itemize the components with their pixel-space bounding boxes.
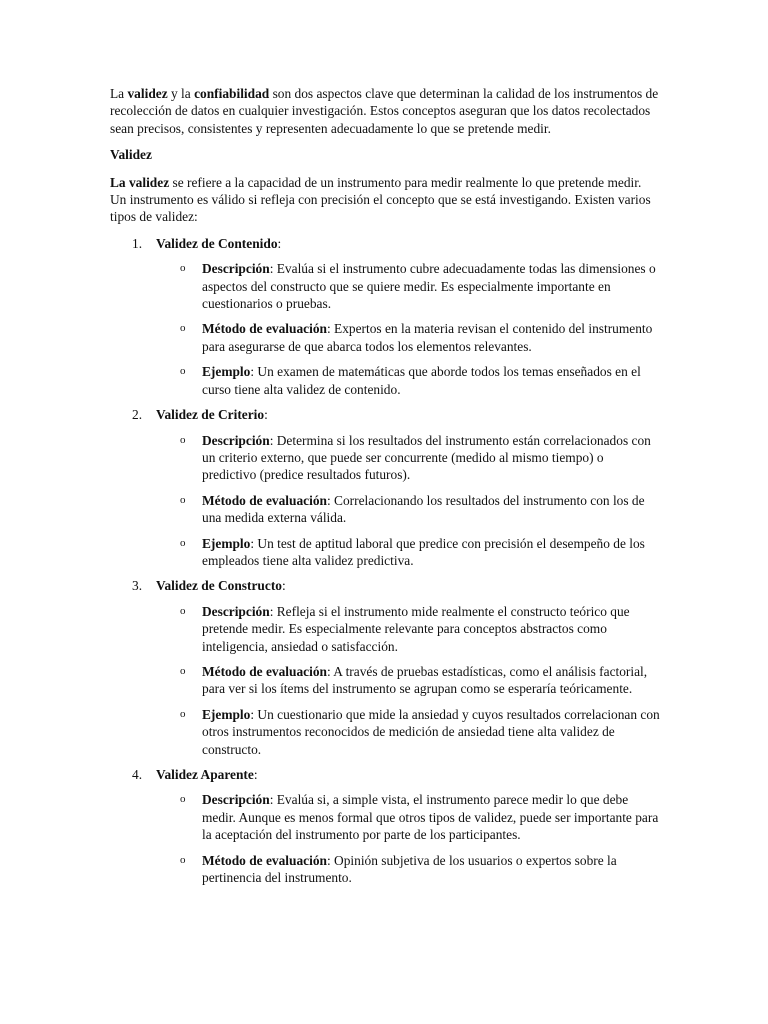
circle-bullet-icon: o	[180, 322, 186, 335]
circle-bullet-icon: o	[180, 664, 186, 677]
detail-item	[156, 320, 660, 355]
circle-bullet-icon: o	[180, 707, 186, 720]
intro-text: son dos aspectos clave que determinan la calidad de los instrumentos de recolección de datos en cualquier investigación. Estos conceptos aseguran que los datos recolectados sean precisos, consistentes y representen adecuadamente lo que se pretende medir.	[110, 86, 659, 136]
circle-bullet-icon: o	[180, 365, 186, 378]
list-number: 2.	[132, 407, 143, 423]
title-colon: :	[264, 407, 268, 423]
detail-text: : Refleja si el instrumento mide realmente el constructo teórico que pretende medir. Es especialmente relevante para conceptos abstractos como inteligencia, ansiedad o satisfacción.	[202, 603, 630, 654]
detail-item	[156, 663, 660, 698]
list-number: 1.	[132, 235, 143, 251]
detail-text: : A través de pruebas estadísticas, como el análisis factorial, para ver si los ítems del instrumento se agrupan como se esperaría teóricamente.	[202, 663, 648, 697]
intro-bold-confiabilidad: confiabilidad	[194, 86, 270, 101]
detail-label: Método de evaluación	[202, 663, 327, 679]
detail-text: : Un examen de matemáticas que aborde todos los temas enseñados en el curso tiene alta validez de contenido.	[202, 364, 641, 397]
title-colon: :	[277, 235, 282, 251]
intro-bold-validez: validez	[127, 86, 168, 101]
detail-item	[156, 432, 660, 484]
title-colon: :	[253, 767, 258, 782]
circle-bullet-icon: o	[180, 853, 186, 866]
validity-type-item	[110, 235, 660, 398]
detail-text: : Evalúa si el instrumento cubre adecuadamente todas las dimensiones o aspectos del constructo que se quiere medir. Es especialmente importante en cuestionarios o pruebas.	[202, 261, 656, 312]
circle-bullet-icon: o	[180, 793, 186, 806]
detail-label: Descripción	[202, 792, 270, 808]
circle-bullet-icon: o	[180, 536, 186, 549]
detail-item	[156, 603, 660, 655]
validity-type-item	[110, 577, 660, 758]
circle-bullet-icon: o	[180, 493, 186, 506]
document-page	[110, 85, 660, 894]
intro-text: La	[110, 86, 128, 101]
detail-item	[156, 492, 660, 527]
detail-text: : Un cuestionario que mide la ansiedad y cuyos resultados correlacionan con otros instrumentos reconocidos de medición de ansiedad tiene alta validez de constructo.	[202, 706, 660, 757]
intro-paragraph	[110, 85, 660, 137]
detail-item	[156, 791, 660, 843]
list-number: 4.	[132, 767, 143, 782]
detail-label: Método de evaluación	[202, 852, 327, 868]
definition-bold: La validez	[110, 174, 170, 190]
detail-text: : Un test de aptitud laboral que predice con precisión el desempeño de los empleados tiene alta validez predictiva.	[202, 535, 645, 568]
circle-bullet-icon: o	[180, 433, 186, 446]
detail-label: Ejemplo	[202, 706, 251, 722]
title-colon: :	[281, 578, 286, 594]
detail-label: Descripción	[202, 432, 270, 448]
detail-text: : Evalúa si, a simple vista, el instrumento parece medir lo que debe medir. Aunque es menos formal que otros tipos de validez, puede ser importante para la aceptación del instrumento por parte de los participantes.	[202, 792, 659, 843]
section-heading: Validez	[110, 147, 152, 163]
detail-text: : Correlacionando los resultados del instrumento con los de una medida externa válida.	[202, 492, 645, 526]
validity-type-title	[156, 406, 660, 423]
list-number: 3.	[132, 578, 143, 594]
intro-text: y la	[167, 86, 195, 101]
definition-text: se refiere a la capacidad de un instrumento para medir realmente lo que pretende medir. Un instrumento es válido si refleja con precisión el concepto que se está investigando. Existen varios tipos de validez:	[110, 174, 651, 225]
definition-paragraph	[110, 174, 660, 226]
detail-item	[156, 706, 660, 758]
circle-bullet-icon: o	[180, 262, 186, 275]
detail-item	[156, 852, 660, 887]
validity-type-details	[156, 791, 660, 886]
detail-label: Ejemplo	[202, 364, 251, 380]
validity-type-details	[156, 260, 660, 398]
validity-type-title	[156, 577, 660, 594]
circle-bullet-icon: o	[180, 604, 186, 617]
detail-label: Método de evaluación	[202, 321, 327, 337]
validity-type-item	[110, 766, 660, 886]
validity-type-name: Validez de Constructo	[156, 578, 282, 594]
detail-label: Método de evaluación	[202, 492, 327, 508]
validity-type-details	[156, 603, 660, 758]
detail-item	[156, 535, 660, 570]
detail-text: : Determina si los resultados del instrumento están correlacionados con un criterio externo, que puede ser concurrente (medido al mismo tiempo) o predictivo (predice resultados futuros).	[202, 432, 651, 483]
validity-type-title	[156, 766, 660, 783]
detail-item	[156, 363, 660, 398]
validity-type-item	[110, 406, 660, 569]
detail-item	[156, 260, 660, 312]
validity-type-details	[156, 432, 660, 570]
detail-label: Descripción	[202, 261, 270, 277]
detail-text: : Opinión subjetiva de los usuarios o expertos sobre la pertinencia del instrumento.	[202, 852, 617, 886]
validity-type-name: Validez de Contenido	[156, 235, 278, 251]
validity-type-title	[156, 235, 660, 252]
validity-type-name: Validez de Criterio	[156, 407, 265, 423]
detail-label: Descripción	[202, 603, 270, 619]
detail-label: Ejemplo	[202, 535, 251, 551]
validity-types-list	[110, 235, 660, 887]
validity-type-name: Validez Aparente	[156, 767, 254, 782]
detail-text: : Expertos en la materia revisan el contenido del instrumento para asegurarse de que abarca todos los elementos relevantes.	[202, 321, 653, 354]
